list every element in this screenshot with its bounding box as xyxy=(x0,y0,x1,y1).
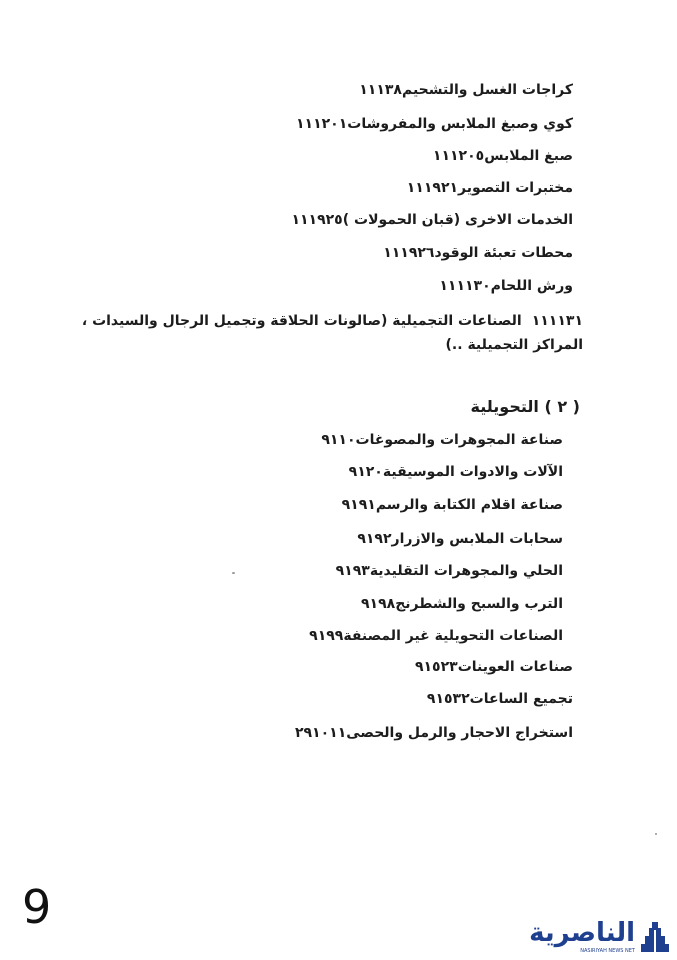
item-code: ١١١١٣٠ xyxy=(439,278,491,294)
item-code: ٢٩١٠١١ xyxy=(294,725,347,741)
list-item xyxy=(407,178,583,198)
item-label: الخدمات الاخرى (قبان الحمولات ) xyxy=(342,212,573,228)
list-item xyxy=(383,243,583,263)
item-code: ٩١٩٨ xyxy=(361,596,396,612)
item-code: ١١١٣٨ xyxy=(359,82,402,98)
item-code: ٩١٩٣ xyxy=(335,563,370,579)
item-code: ١١١٩٢٥ xyxy=(291,212,343,228)
list-item xyxy=(296,114,583,134)
item-label: صناعات العوينات xyxy=(457,659,573,675)
item-code: ٩١٢٠ xyxy=(348,464,383,480)
item-code: ١١١٢٠٥ xyxy=(432,148,485,164)
item-label: كوي وصبغ الملابس والمفروشات xyxy=(347,116,573,132)
item-label: الحلي والمجوهرات التقليدية xyxy=(369,563,563,579)
list-item xyxy=(348,529,583,549)
list-item xyxy=(359,80,583,100)
ziggurat-icon xyxy=(639,920,671,954)
list-item xyxy=(312,430,584,450)
item-code: ٩١٩٩ xyxy=(309,628,344,644)
item-label: صناعة اقلام الكتابة والرسم xyxy=(375,497,563,513)
list-item xyxy=(439,276,583,296)
item-label: سحابات الملابس والازرار xyxy=(391,531,563,547)
site-logo xyxy=(531,916,671,956)
item-code: ٩١٥٢٣ xyxy=(414,659,458,675)
logo-text: الناصرية xyxy=(529,918,635,948)
item-label: الصناعات التجميلية (صالونات الحلاقة وتجميل الرجال والسيدات ، المراكز التجميلية ..) xyxy=(81,313,583,353)
item-code: ١١١١٣١ xyxy=(531,313,583,329)
list-item xyxy=(295,723,583,743)
item-label: صناعة المجوهرات والمصوغات xyxy=(355,432,563,448)
item-label: استخراج الاحجار والرمل والحصى xyxy=(346,725,573,741)
list-item xyxy=(332,495,583,515)
list-item xyxy=(433,146,583,166)
item-label: تجميع الساعات xyxy=(469,691,573,707)
list-item xyxy=(339,462,583,482)
item-label: الآلات والادوات الموسيقية xyxy=(382,464,563,480)
item-label: الترب والسبح والشطرنج xyxy=(395,596,563,612)
item-code: ٩١١٠ xyxy=(321,432,356,448)
list-item xyxy=(351,594,583,614)
list-item xyxy=(299,626,583,646)
list-item xyxy=(414,657,583,677)
item-label: مختبرات التصوير xyxy=(458,180,573,196)
logo-subtext: NASIRIYAH NEWS NET xyxy=(580,948,635,954)
list-item xyxy=(426,689,583,709)
list-item xyxy=(291,210,583,230)
item-code: ١١١٩٢١ xyxy=(406,180,459,196)
item-code: ١١١٢٠١ xyxy=(295,116,348,132)
item-label: كراجات الغسل والتشحيم xyxy=(401,82,573,98)
item-label: محطات تعبئة الوقود xyxy=(434,245,573,261)
item-code: ١١١٩٢٦ xyxy=(383,245,435,261)
scan-speck xyxy=(232,572,235,574)
list-item xyxy=(326,561,583,581)
item-code: ٩١٩٢ xyxy=(357,531,392,547)
item-label: ورش اللحام xyxy=(490,278,573,294)
scan-speck xyxy=(655,833,657,835)
item-code: ٩١٥٣٢ xyxy=(426,691,470,707)
item-code: ٩١٩١ xyxy=(341,497,376,513)
section-heading: ( ٢ ) التحويلية xyxy=(470,397,580,416)
item-label: الصناعات التحويلية غير المصنفة xyxy=(343,628,563,644)
item-label: صبغ الملابس xyxy=(484,148,573,164)
page-number: 9 xyxy=(22,880,52,934)
list-item xyxy=(63,309,583,357)
